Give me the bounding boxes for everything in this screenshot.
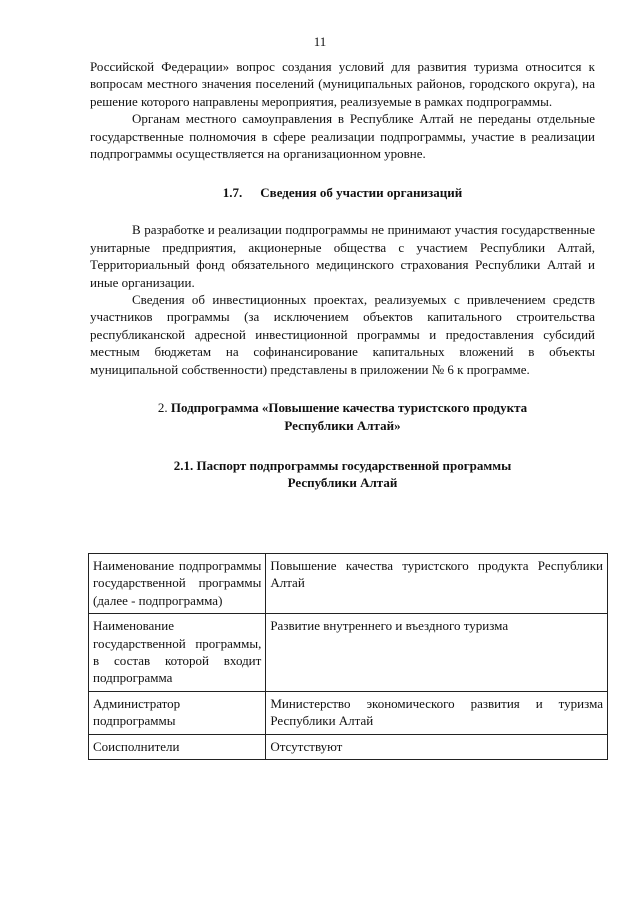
table-row (89, 614, 608, 692)
table-row (89, 691, 608, 734)
document-body (90, 58, 595, 492)
section-title: Сведения об участии организаций (260, 185, 463, 201)
paragraph-continuation: Российской Федерации» вопрос создания условий для развития туризма относится к вопросам местного значения поселений (муниципальных районов, городского округа), на решение которого направлены мероприятия, реализуемые в рамках подпрограммы. (90, 59, 595, 109)
section-title-line-1: 2.1. Паспорт подпрограммы государственной программы (173, 457, 512, 473)
paragraph-local-authorities: Органам местного самоуправления в Республике Алтай не переданы отдельные государственные полномочия в сфере реализации подпрограммы, участие в реализации подпрограммы осуществляется на организационном уровне. (90, 111, 595, 162)
table-cell-value: Отсутствуют (266, 734, 608, 759)
paragraph-investment-projects: Сведения об инвестиционных проектах, реализуемых с привлечением средств участников программы (за исключением объектов капитального строительства республиканской адресной инвестиционной программы и предоставления субсидий местным бюджетам на софинансирование капитальных вложений в объекты муниципальной собственности) представлены в приложении № 6 к программе. (90, 292, 595, 377)
table-cell-value: Повышение качества туристского продукта Республики Алтай (266, 554, 608, 614)
section-title-line-2: Республики Алтай (287, 475, 398, 491)
page-number: 11 (313, 34, 327, 49)
table-cell-label: Наименование государственной программы, в состав которой входит подпрограмма (89, 614, 266, 692)
section-heading-2-1 (90, 457, 595, 492)
table-cell-label: Соисполнители (89, 734, 266, 759)
section-heading-2 (90, 399, 595, 434)
table-cell-label: Администратор подпрограммы (89, 691, 266, 734)
section-number: 1.7. (222, 185, 243, 201)
section-title-line-2: Республики Алтай» (284, 417, 401, 433)
subprogram-passport-table (88, 553, 608, 760)
section-heading-1-7 (90, 184, 595, 201)
table-cell-value: Министерство экономического развития и туризма Республики Алтай (266, 691, 608, 734)
table-cell-value: Развитие внутреннего и въездного туризма (266, 614, 608, 692)
table-cell-label: Наименование подпрограммы государственной программы (далее - подпрограмма) (89, 554, 266, 614)
paragraph-organizations: В разработке и реализации подпрограммы не принимают участия государственные унитарные предприятия, акционерные общества с участием Республики Алтай, Территориальный фонд обязательного медицинского страхования Республики Алтай и иные организации. (90, 222, 595, 290)
section-title-line-1: Подпрограмма «Повышение качества туристского продукта (170, 400, 528, 416)
table-row (89, 554, 608, 614)
section-number: 2. (157, 400, 168, 416)
table-row (89, 734, 608, 759)
